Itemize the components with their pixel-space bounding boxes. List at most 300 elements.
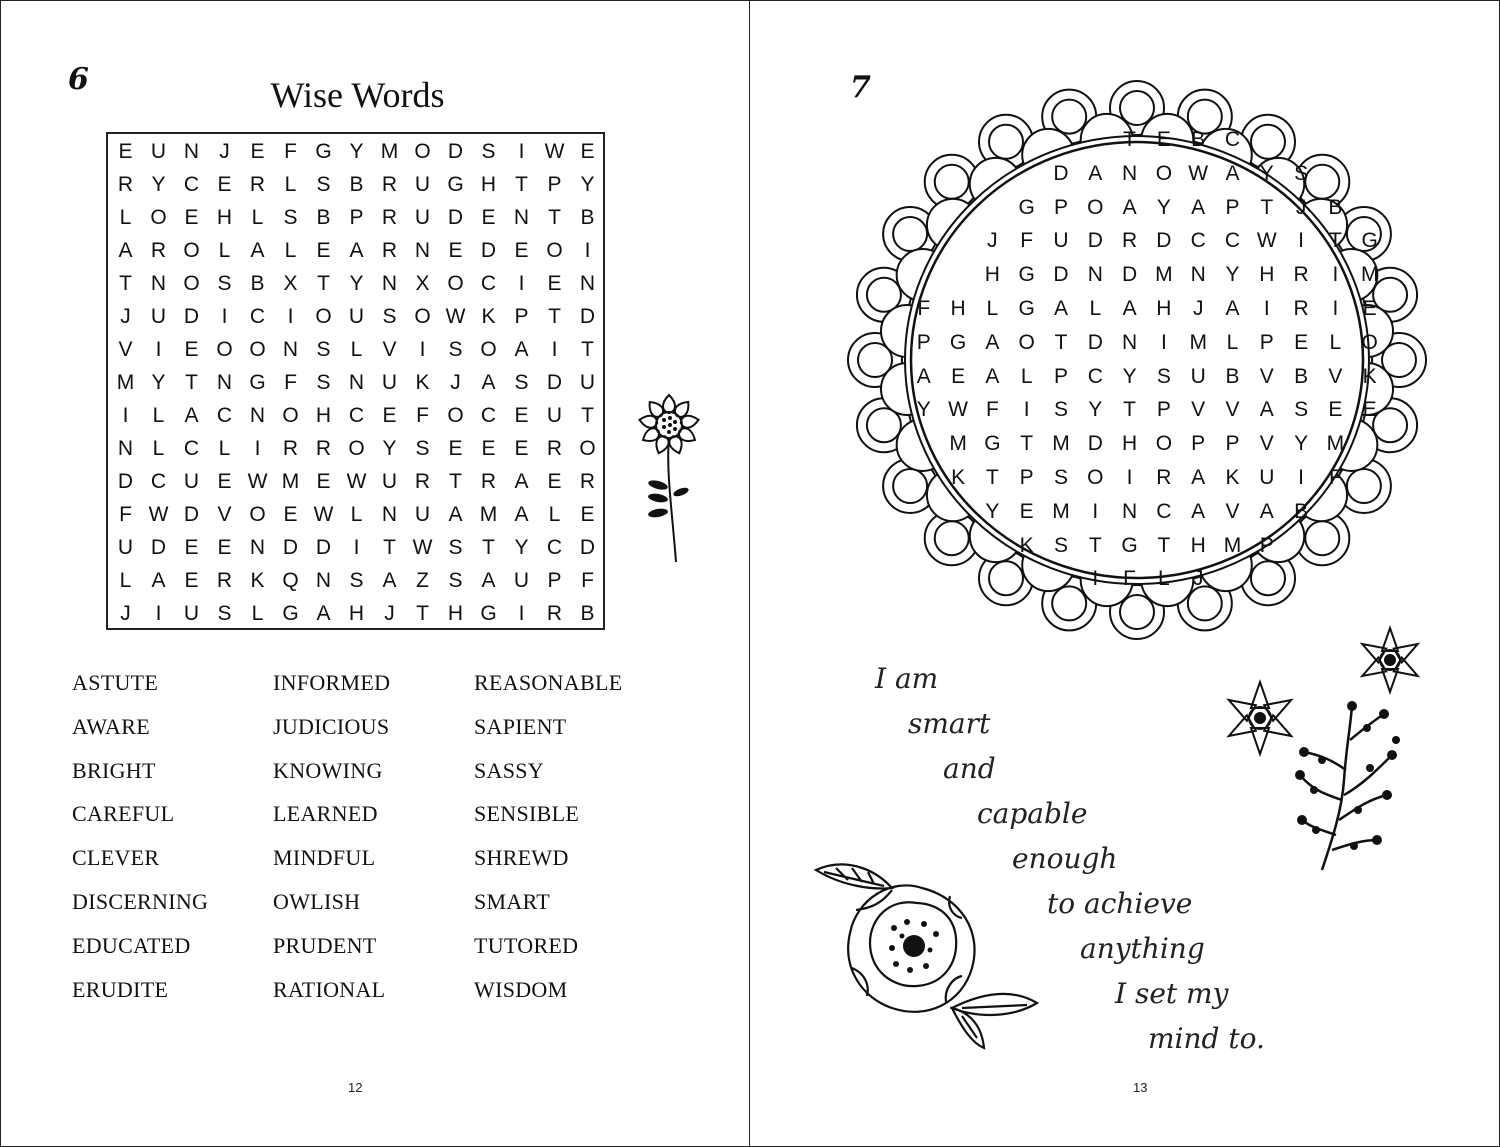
grid-letter: T — [1157, 533, 1171, 557]
grid-letter: O — [447, 272, 464, 295]
grid-letter: A — [349, 239, 364, 262]
grid-letter: K — [1225, 466, 1240, 489]
grid-letter: O — [1087, 466, 1104, 489]
word-list-item: TUTORED — [474, 932, 579, 958]
grid-letter: D — [1087, 330, 1103, 354]
grid-letter: F — [1020, 229, 1034, 253]
grid-letter: G — [1361, 229, 1378, 253]
scalloped-circle-frame — [845, 70, 1435, 650]
scallop-inner — [1052, 100, 1086, 134]
grid-letter: E — [184, 536, 199, 559]
grid-letter: B — [1294, 499, 1309, 523]
grid-letter: I — [287, 305, 294, 328]
word-list-item: WISDOM — [474, 976, 568, 1002]
grid-letter: G — [1018, 263, 1035, 287]
word-list-item: ERUDITE — [72, 976, 169, 1002]
word-list-item: SENSIBLE — [474, 801, 580, 827]
grid-letter: U — [414, 503, 431, 526]
quote-line: anything — [1080, 932, 1205, 965]
grid-letter: T — [581, 338, 594, 361]
grid-letter: E — [514, 404, 529, 427]
grid-letter: A — [382, 569, 397, 592]
grid-letter: H — [950, 297, 966, 320]
grid-letter: Y — [1225, 263, 1240, 287]
grid-letter: H — [216, 206, 233, 229]
grid-letter: T — [548, 305, 561, 328]
grid-letter: W — [1256, 229, 1277, 253]
grid-letter: T — [548, 206, 561, 229]
grid-letter: E — [217, 470, 232, 493]
grid-letter: N — [249, 536, 266, 559]
grid-row — [108, 300, 603, 333]
grid-letter: N — [579, 272, 596, 295]
grid-letter: I — [1332, 297, 1339, 320]
scallop-inner — [893, 217, 927, 251]
grid-letter: G — [1018, 297, 1035, 320]
puzzle-number: 7 — [850, 70, 871, 105]
grid-letter: J — [219, 140, 230, 163]
grid-letter: U — [1190, 364, 1206, 388]
grid-letter: G — [1018, 195, 1035, 219]
grid-letter: L — [350, 503, 363, 526]
grid-letter: S — [316, 173, 331, 196]
grid-letter: P — [1156, 398, 1171, 422]
grid-letter: L — [284, 239, 297, 262]
grid-letter: A — [514, 470, 529, 493]
grid-letter: T — [1328, 229, 1342, 253]
word-list-item: LEARNED — [273, 801, 378, 827]
quote-line: capable — [977, 797, 1088, 830]
grid-letter: D — [150, 536, 167, 559]
grid-letter: H — [348, 602, 365, 625]
grid-letter: N — [1122, 330, 1138, 354]
grid-letter: R — [480, 470, 497, 493]
grid-letter: T — [1123, 128, 1136, 151]
grid-letter: D — [1122, 263, 1138, 287]
grid-letter: C — [249, 305, 266, 328]
grid-letter: T — [1123, 398, 1136, 422]
grid-letter: R — [1122, 229, 1138, 253]
grid-letter: R — [381, 239, 398, 262]
grid-letter: Q — [282, 569, 299, 592]
grid-letter: M — [1155, 263, 1173, 287]
grid-letter: C — [1224, 128, 1241, 151]
grid-letter: O — [447, 404, 464, 427]
grid-letter: U — [150, 305, 167, 328]
grid-letter: D — [546, 371, 563, 394]
scallop-inner — [935, 165, 969, 199]
grid-letter: U — [513, 569, 530, 592]
grid-letter: E — [118, 140, 133, 163]
grid-letter: F — [1123, 567, 1136, 591]
grid-letter: E — [217, 173, 232, 196]
grid-letter: R — [546, 602, 563, 625]
grid-letter: A — [481, 371, 496, 394]
grid-letter: O — [1087, 195, 1104, 219]
grid-letter: U — [183, 470, 200, 493]
grid-letter: B — [250, 272, 265, 295]
scallop-inner — [1188, 100, 1222, 134]
grid-letter: F — [416, 404, 429, 427]
grid-row — [108, 432, 603, 465]
grid-letter: U — [546, 404, 563, 427]
word-list-item: DISCERNING — [72, 889, 209, 914]
grid-letter: W — [313, 503, 334, 526]
grid-letter: H — [315, 404, 332, 427]
grid-row — [108, 234, 603, 267]
grid-letter: L — [548, 503, 561, 526]
grid-letter: O — [546, 239, 563, 262]
grid-letter: P — [1259, 330, 1274, 354]
grid-letter: T — [1260, 195, 1274, 219]
grid-letter: L — [218, 239, 231, 262]
grid-letter: E — [448, 437, 463, 460]
grid-letter: T — [317, 272, 330, 295]
grid-letter: D — [1156, 229, 1172, 253]
grid-letter: T — [985, 466, 999, 489]
word-list-item: OWLISH — [273, 889, 361, 914]
grid-letter: V — [1259, 364, 1274, 388]
grid-letter: A — [514, 503, 529, 526]
grid-letter: A — [1122, 297, 1137, 320]
grid-letter: D — [1053, 263, 1069, 287]
grid-letter: G — [480, 602, 497, 625]
scallop-inner — [1188, 586, 1222, 620]
grid-row — [108, 531, 603, 564]
grid-letter: I — [1126, 466, 1133, 489]
grid-letter: W — [544, 140, 565, 163]
grid-letter: E — [951, 364, 966, 388]
grid-letter: M — [116, 371, 135, 394]
grid-letter: R — [216, 569, 233, 592]
grid-letter: S — [1053, 466, 1068, 489]
grid-letter: O — [183, 272, 200, 295]
grid-letter: E — [184, 206, 199, 229]
grid-letter: O — [579, 437, 596, 460]
scallop-inner — [1305, 521, 1339, 555]
grid-letter: N — [1190, 263, 1206, 287]
grid-letter: R — [117, 173, 134, 196]
grid-letter: F — [284, 371, 297, 394]
grid-letter: L — [218, 437, 231, 460]
grid-letter: K — [1362, 364, 1377, 388]
scallop-inner — [1052, 586, 1086, 620]
grid-letter: R — [579, 470, 596, 493]
grid-letter: Y — [1259, 161, 1274, 185]
scallop-inner — [1305, 165, 1339, 199]
grid-letter: A — [1259, 398, 1274, 422]
grid-letter: J — [120, 602, 131, 625]
grid-letter: L — [1158, 567, 1170, 591]
scallop-inner — [1120, 91, 1154, 125]
grid-letter: W — [412, 536, 433, 559]
word-list-item: KNOWING — [273, 757, 383, 783]
grid-letter: S — [481, 140, 496, 163]
grid-letter: O — [348, 437, 365, 460]
scallop-inner — [1120, 595, 1154, 629]
grid-letter: O — [480, 338, 497, 361]
grid-letter: M — [1052, 432, 1070, 456]
grid-letter: F — [985, 398, 999, 422]
grid-letter: Y — [1088, 398, 1103, 422]
grid-letter: Y — [349, 272, 364, 295]
grid-letter: R — [1293, 263, 1309, 287]
grid-letter: E — [514, 437, 529, 460]
grid-letter: I — [1298, 229, 1305, 253]
grid-letter: P — [547, 569, 562, 592]
grid-letter: R — [150, 239, 167, 262]
grid-letter: T — [1020, 432, 1034, 456]
grid-letter: O — [414, 305, 431, 328]
grid-letter: J — [384, 602, 395, 625]
grid-letter: B — [1328, 195, 1343, 219]
grid-letter: J — [120, 305, 131, 328]
grid-row — [108, 135, 603, 168]
grid-letter: E — [250, 140, 265, 163]
grid-letter: J — [450, 371, 461, 394]
grid-letter: B — [1225, 364, 1240, 388]
grid-letter: U — [348, 305, 365, 328]
grid-letter: I — [518, 602, 525, 625]
grid-letter: S — [316, 338, 331, 361]
scallop-inner — [1347, 469, 1381, 503]
grid-letter: B — [580, 206, 595, 229]
page-number: 13 — [1133, 1080, 1148, 1095]
grid-letter: A — [184, 404, 199, 427]
grid-letter: M — [1360, 263, 1379, 287]
grid-letter: A — [1191, 466, 1206, 489]
grid-letter: R — [282, 437, 299, 460]
grid-letter: D — [1087, 432, 1103, 456]
grid-letter: C — [183, 437, 200, 460]
grid-row — [108, 465, 603, 498]
grid-letter: O — [249, 338, 266, 361]
grid-letter: U — [381, 470, 398, 493]
grid-letter: T — [581, 404, 594, 427]
word-list-item: PRUDENT — [273, 932, 377, 958]
grid-letter: M — [1052, 499, 1070, 523]
grid-letter: C — [216, 404, 233, 427]
grid-letter: E — [448, 239, 463, 262]
grid-letter: P — [1019, 466, 1034, 489]
grid-letter: G — [315, 140, 332, 163]
rose-illustration — [812, 858, 1042, 1053]
grid-letter: S — [448, 569, 463, 592]
word-list-item: ASTUTE — [72, 670, 159, 695]
grid-letter: A — [1225, 297, 1240, 320]
grid-letter: T — [383, 536, 396, 559]
grid-letter: E — [547, 272, 562, 295]
grid-letter: R — [381, 206, 398, 229]
word-list-item: BRIGHT — [72, 757, 156, 783]
grid-letter: E — [1294, 330, 1309, 354]
grid-letter: H — [480, 173, 497, 196]
grid-letter: L — [152, 404, 165, 427]
grid-letter: P — [514, 305, 529, 328]
grid-letter: I — [1023, 398, 1030, 422]
grid-letter: A — [1191, 499, 1206, 523]
grid-letter: N — [117, 437, 134, 460]
grid-letter: O — [414, 140, 431, 163]
grid-letter: X — [415, 272, 430, 295]
grid-letter: D — [447, 206, 464, 229]
grid-letter: I — [1160, 330, 1167, 354]
grid-letter: L — [152, 437, 165, 460]
grid-letter: J — [987, 229, 998, 253]
grid-letter: S — [349, 569, 364, 592]
grid-letter: V — [217, 503, 232, 526]
grid-letter: I — [1263, 297, 1270, 320]
grid-letter: I — [1332, 263, 1339, 287]
grid-row — [108, 597, 603, 630]
grid-letter: O — [1155, 161, 1173, 185]
grid-letter: U — [150, 140, 167, 163]
grid-row — [108, 564, 603, 597]
grid-letter: N — [1087, 263, 1103, 287]
grid-letter: E — [184, 338, 199, 361]
grid-letter: B — [1294, 364, 1309, 388]
grid-letter: M — [281, 470, 300, 493]
grid-letter: X — [283, 272, 298, 295]
grid-letter: N — [414, 239, 431, 262]
word-list-item: SAPIENT — [474, 713, 567, 739]
grid-row — [108, 333, 603, 366]
grid-letter: R — [414, 470, 431, 493]
grid-letter: F — [284, 140, 297, 163]
grid-letter: K — [1019, 533, 1034, 557]
grid-letter: I — [1092, 567, 1099, 591]
grid-letter: S — [316, 371, 331, 394]
grid-letter: P — [1053, 195, 1068, 219]
grid-letter: Y — [349, 140, 364, 163]
grid-letter: R — [381, 173, 398, 196]
grid-letter: C — [480, 404, 497, 427]
grid-letter: O — [249, 503, 266, 526]
grid-letter: C — [150, 470, 167, 493]
grid-letter: D — [1087, 229, 1103, 253]
grid-letter: T — [119, 272, 132, 295]
grid-letter: O — [1018, 330, 1035, 354]
grid-letter: E — [481, 206, 496, 229]
grid-letter: K — [250, 569, 265, 592]
grid-row — [108, 201, 603, 234]
grid-letter: D — [183, 305, 200, 328]
grid-letter: E — [547, 470, 562, 493]
word-list-item: SHREWD — [474, 845, 569, 871]
grid-row — [108, 267, 603, 300]
grid-letter: V — [1328, 364, 1343, 388]
grid-letter: I — [155, 602, 162, 625]
grid-letter: I — [584, 239, 591, 262]
grid-letter: O — [1155, 432, 1173, 456]
grid-letter: E — [514, 239, 529, 262]
grid-letter: A — [1259, 499, 1274, 523]
grid-letter: A — [1088, 161, 1103, 185]
grid-letter: Y — [985, 499, 1000, 523]
grid-letter: G — [949, 330, 967, 354]
grid-letter: J — [1295, 195, 1307, 219]
grid-letter: I — [1298, 466, 1305, 489]
grid-letter: G — [249, 371, 266, 394]
grid-letter: W — [445, 305, 466, 328]
grid-letter: P — [1259, 533, 1274, 557]
grid-letter: K — [481, 305, 496, 328]
grid-letter: A — [985, 364, 1000, 388]
grid-letter: I — [122, 404, 129, 427]
grid-letter: H — [1122, 432, 1138, 456]
grid-letter: V — [1259, 432, 1274, 456]
grid-letter: E — [283, 503, 298, 526]
grid-letter: L — [1089, 297, 1102, 320]
quote-line: I am — [875, 662, 939, 695]
grid-letter: L — [350, 338, 363, 361]
scallop-inner — [893, 469, 927, 503]
word-list-item: SMART — [474, 889, 550, 914]
grid-letter: E — [316, 239, 331, 262]
grid-letter: A — [1225, 161, 1240, 185]
grid-letter: U — [1053, 229, 1069, 253]
quote-line: enough — [1012, 842, 1118, 875]
grid-letter: W — [148, 503, 169, 526]
grid-letter: G — [1121, 533, 1138, 557]
word-list-item: CLEVER — [72, 845, 160, 871]
grid-letter: A — [481, 569, 496, 592]
word-list-item: INFORMED — [273, 670, 391, 695]
scallop-inner — [935, 521, 969, 555]
grid-letter: R — [315, 437, 332, 460]
word-list-item: CAREFUL — [72, 801, 175, 827]
grid-letter: C — [348, 404, 365, 427]
grid-letter: N — [513, 206, 530, 229]
grid-letter: E — [184, 569, 199, 592]
grid-letter: I — [518, 272, 525, 295]
grid-letter: V — [118, 338, 133, 361]
grid-letter: C — [1190, 229, 1206, 253]
grid-letter: S — [1294, 398, 1309, 422]
grid-letter: L — [251, 602, 264, 625]
grid-letter: R — [249, 173, 266, 196]
grid-letter: E — [580, 140, 595, 163]
grid-letter: Y — [1294, 432, 1309, 456]
grid-letter: T — [1088, 533, 1102, 557]
grid-letter: N — [381, 503, 398, 526]
grid-letter: I — [221, 305, 228, 328]
word-list-item: SASSY — [474, 757, 544, 783]
scallop-inner — [1251, 125, 1285, 159]
word-list — [72, 670, 712, 1010]
quote-line: to achieve — [1047, 887, 1193, 920]
grid-letter: N — [1122, 499, 1138, 523]
puzzle-number: 6 — [68, 62, 89, 97]
quote-line: smart — [908, 707, 991, 740]
grid-letter: U — [579, 371, 596, 394]
grid-letter: L — [284, 173, 297, 196]
grid-letter: V — [382, 338, 397, 361]
grid-letter: L — [1329, 330, 1342, 354]
word-search-grid — [106, 132, 605, 630]
grid-letter: P — [1053, 364, 1068, 388]
grid-letter: D — [579, 536, 596, 559]
grid-letter: P — [349, 206, 364, 229]
grid-letter: T — [416, 602, 429, 625]
grid-letter: F — [1328, 466, 1342, 489]
scallop-inner — [989, 561, 1023, 595]
grid-letter: S — [415, 437, 430, 460]
grid-letter: E — [1328, 398, 1343, 422]
grid-letter: F — [917, 297, 931, 320]
grid-letter: U — [183, 602, 200, 625]
grid-letter: S — [382, 305, 397, 328]
